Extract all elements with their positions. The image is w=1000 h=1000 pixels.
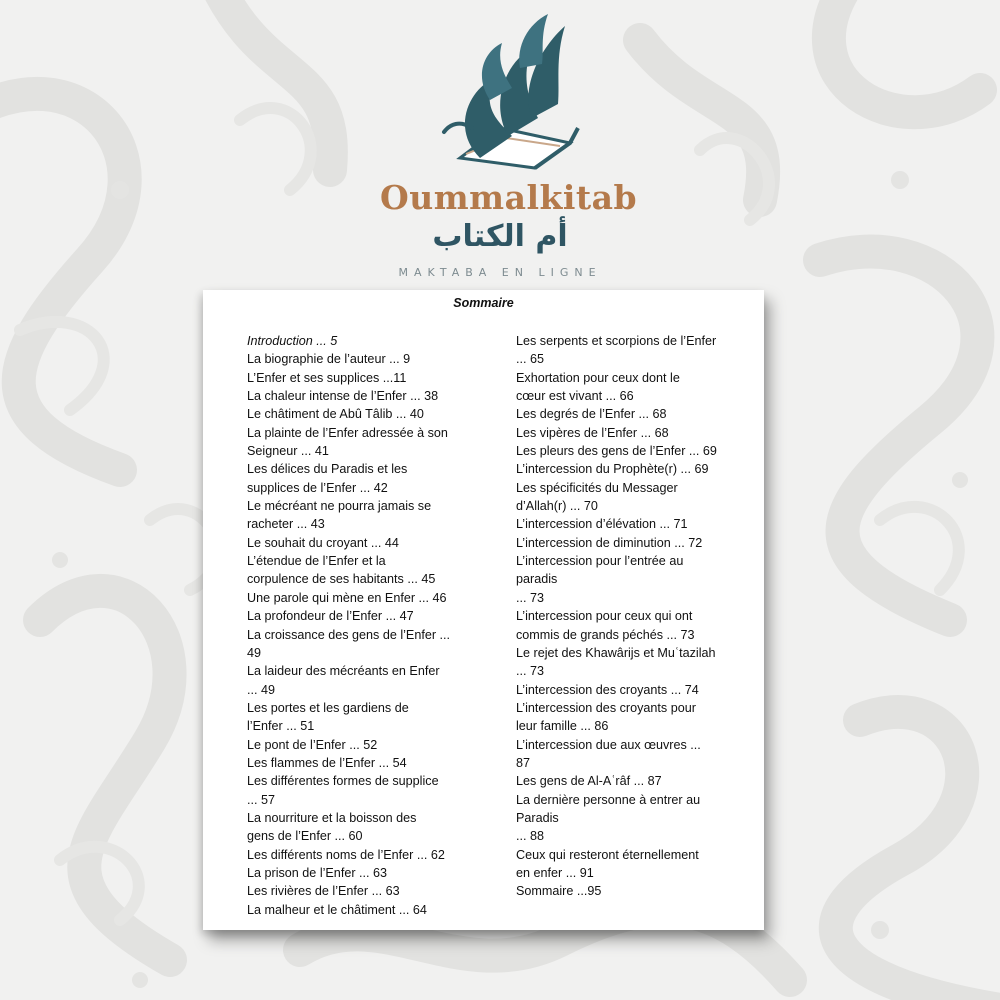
- contents-entry-line: L’intercession due aux œuvres ...: [516, 737, 701, 752]
- contents-entry-line: Les flammes de l’Enfer ... 54: [247, 755, 407, 770]
- contents-entry-line: supplices de l’Enfer ... 42: [247, 480, 388, 495]
- contents-entry-line: La chaleur intense de l’Enfer ... 38: [247, 389, 439, 404]
- contents-entry-line: L’intercession des croyants ... 74: [516, 682, 699, 697]
- contents-entry-line: La dernière personne à entrer au: [516, 792, 701, 807]
- contents-entry-line: Les gens de Al-Aʿrâf ... 87: [516, 774, 662, 789]
- contents-entry-line: Exhortation pour ceux dont le: [516, 370, 680, 385]
- contents-column-right: [516, 332, 752, 901]
- contents-entry-line: Les serpents et scorpions de l’Enfer: [516, 334, 717, 348]
- contents-entry-line: Paradis: [516, 810, 559, 825]
- brand-tagline: MAKTABA EN LIGNE: [398, 266, 602, 279]
- contents-entry-line: ... 73: [516, 590, 545, 605]
- contents-entry-line: cœur est vivant ... 66: [516, 389, 634, 404]
- contents-entry-line: 87: [516, 755, 531, 770]
- contents-entry-line: Les différents noms de l’Enfer ... 62: [247, 847, 445, 862]
- contents-entry-line: 49: [247, 645, 262, 660]
- contents-column-left: [247, 332, 479, 919]
- contents-entry-line: L’Enfer et ses supplices ...11: [247, 370, 407, 385]
- contents-entry-line: l’Enfer ... 51: [247, 719, 315, 734]
- contents-entry-line: La nourriture et la boisson des: [247, 810, 417, 825]
- contents-entry-line: paradis: [516, 572, 558, 587]
- contents-entry-line: L’intercession pour ceux qui ont: [516, 609, 693, 624]
- contents-entry-line: Introduction ... 5: [247, 334, 338, 348]
- contents-entry-line: corpulence de ses habitants ... 45: [247, 572, 436, 587]
- contents-entry-line: Les vipères de l’Enfer ... 68: [516, 425, 669, 440]
- contents-entry-line: La profondeur de l’Enfer ... 47: [247, 609, 414, 624]
- contents-entry-line: Les portes et les gardiens de: [247, 700, 409, 715]
- contents-entry-line: ... 49: [247, 682, 276, 697]
- contents-entry-line: ... 65: [516, 352, 545, 367]
- contents-entry-line: leur famille ... 86: [516, 719, 609, 734]
- contents-entry-line: Les rivières de l’Enfer ... 63: [247, 884, 400, 899]
- brand-logo: [380, 8, 638, 288]
- contents-entry-line: Le rejet des Khawârijs et Muʿtazilah: [516, 645, 716, 660]
- contents-entry-line: ... 73: [516, 664, 545, 679]
- contents-entry-line: La laideur des mécréants en Enfer: [247, 664, 440, 679]
- contents-entry-line: ... 88: [516, 829, 545, 844]
- contents-entry-line: en enfer ... 91: [516, 865, 594, 880]
- contents-entry-line: d’Allah(r) ... 70: [516, 499, 598, 514]
- contents-entry-line: L’intercession des croyants pour: [516, 700, 696, 715]
- contents-entry-line: L’intercession pour l’entrée au: [516, 554, 684, 569]
- contents-entry-line: La plainte de l’Enfer adressée à son: [247, 425, 448, 440]
- brand-name-latin: Oummalkitab: [380, 178, 638, 217]
- brand-name-arabic: أم الكتاب: [432, 219, 568, 254]
- contents-entry-line: Le châtiment de Abû Tâlib ... 40: [247, 407, 424, 422]
- contents-entry-line: Le souhait du croyant ... 44: [247, 535, 399, 550]
- contents-entry-line: L’intercession d’élévation ... 71: [516, 517, 688, 532]
- page-title: Sommaire: [453, 296, 514, 310]
- contents-entry-line: La malheur et le châtiment ... 64: [247, 902, 427, 917]
- contents-entry-line: L’intercession du Prophète(r) ... 69: [516, 462, 709, 477]
- book-quill-emblem: [420, 8, 580, 178]
- contents-page: [203, 290, 764, 930]
- contents-entry-line: Le mécréant ne pourra jamais se: [247, 499, 432, 514]
- contents-entry-line: Ceux qui resteront éternellement: [516, 847, 699, 862]
- contents-entry-line: commis de grands péchés ... 73: [516, 627, 695, 642]
- contents-entry-line: gens de l’Enfer ... 60: [247, 829, 363, 844]
- contents-entry-line: La croissance des gens de l’Enfer ...: [247, 627, 451, 642]
- contents-entry-line: La biographie de l’auteur ... 9: [247, 352, 411, 367]
- contents-entry-line: Les spécificités du Messager: [516, 480, 678, 495]
- contents-entry-line: Les délices du Paradis et les: [247, 462, 408, 477]
- contents-entry-line: ... 57: [247, 792, 276, 807]
- contents-entry-line: La prison de l’Enfer ... 63: [247, 865, 388, 880]
- contents-entry-line: Les degrés de l’Enfer ... 68: [516, 407, 667, 422]
- contents-entry-line: L’étendue de l’Enfer et la: [247, 554, 386, 569]
- contents-entry-line: L’intercession de diminution ... 72: [516, 535, 703, 550]
- contents-entry-line: Seigneur ... 41: [247, 444, 329, 459]
- contents-entry-line: Les différentes formes de supplice: [247, 774, 439, 789]
- contents-entry-line: Une parole qui mène en Enfer ... 46: [247, 590, 447, 605]
- contents-entry-line: Le pont de l’Enfer ... 52: [247, 737, 378, 752]
- contents-entry-line: Les pleurs des gens de l’Enfer ... 69: [516, 444, 717, 459]
- contents-entry-line: racheter ... 43: [247, 517, 325, 532]
- contents-entry-line: Sommaire ...95: [516, 884, 602, 899]
